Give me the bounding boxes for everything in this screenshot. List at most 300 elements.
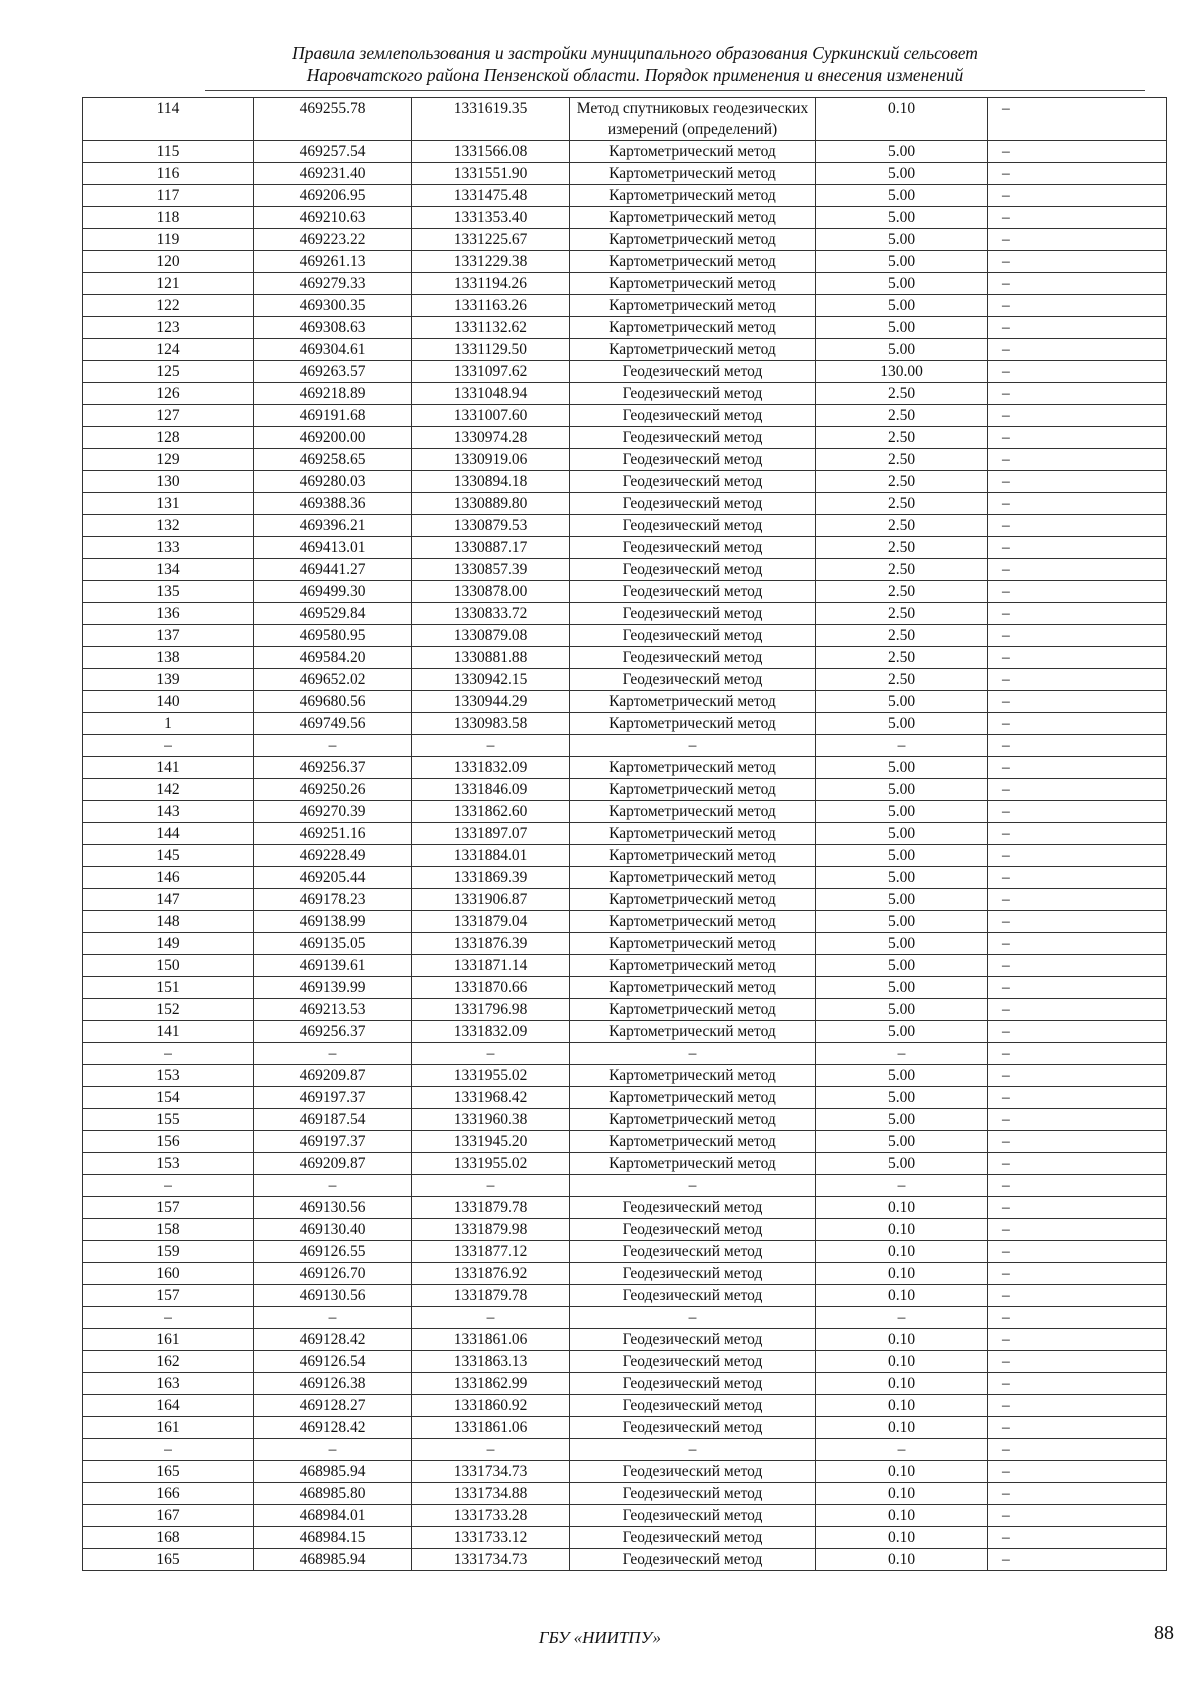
table-cell-col1: – [83, 1043, 254, 1065]
table-cell-col6: – [988, 1527, 1167, 1549]
table-row [83, 471, 1167, 493]
table-row [83, 251, 1167, 273]
header-divider [205, 90, 1145, 91]
table-cell-col3: 1330887.17 [412, 537, 570, 559]
table-cell-col6: – [988, 339, 1167, 361]
table-cell-col5: 5.00 [816, 867, 988, 889]
table-cell-col4: Геодезический метод [570, 361, 816, 383]
table-cell-col4: Геодезический метод [570, 1263, 816, 1285]
table-cell-col1: 119 [83, 229, 254, 251]
table-cell-col6: – [988, 581, 1167, 603]
table-cell-col4: Картометрический метод [570, 955, 816, 977]
table-cell-col4: Картометрический метод [570, 999, 816, 1021]
table-cell-col6: – [988, 1087, 1167, 1109]
table-cell-col3: 1331870.66 [412, 977, 570, 999]
table-cell-col5: 0.10 [816, 1483, 988, 1505]
table-cell-col3: 1331551.90 [412, 163, 570, 185]
table-row [83, 911, 1167, 933]
table-row [83, 1263, 1167, 1285]
table-cell-col4: Геодезический метод [570, 1549, 816, 1571]
table-cell-col5: 2.50 [816, 515, 988, 537]
table-cell-col6: – [988, 1131, 1167, 1153]
table-row [83, 933, 1167, 955]
table-cell-col5: 2.50 [816, 537, 988, 559]
table-cell-col5: 5.00 [816, 911, 988, 933]
table-cell-col6: – [988, 163, 1167, 185]
table-cell-col2: – [254, 735, 412, 757]
table-cell-col5: 0.10 [816, 1263, 988, 1285]
table-cell-col5: 2.50 [816, 603, 988, 625]
table-row [83, 889, 1167, 911]
table-cell-col6: – [988, 471, 1167, 493]
table-cell-col2: 469209.87 [254, 1153, 412, 1175]
table-cell-col6: – [988, 867, 1167, 889]
table-cell-col4: Картометрический метод [570, 1153, 816, 1175]
table-cell-col1: 117 [83, 185, 254, 207]
table-cell-col2: 469205.44 [254, 867, 412, 889]
table-cell-col4: Геодезический метод [570, 625, 816, 647]
table-cell-col2: 469210.63 [254, 207, 412, 229]
table-cell-col3: 1331132.62 [412, 317, 570, 339]
table-cell-col1: 116 [83, 163, 254, 185]
table-row [83, 867, 1167, 889]
table-cell-col1: 124 [83, 339, 254, 361]
table-cell-col6: – [988, 1197, 1167, 1219]
table-cell-col2: 469529.84 [254, 603, 412, 625]
table-cell-col1: 130 [83, 471, 254, 493]
table-cell-col3: 1330894.18 [412, 471, 570, 493]
table-cell-col1: 131 [83, 493, 254, 515]
table-cell-col1: 159 [83, 1241, 254, 1263]
table-cell-col3: 1331869.39 [412, 867, 570, 889]
table-cell-col6: – [988, 229, 1167, 251]
table-cell-col3: 1331877.12 [412, 1241, 570, 1263]
table-cell-col2: 469255.78 [254, 98, 412, 141]
table-row [83, 999, 1167, 1021]
table-cell-col1: 137 [83, 625, 254, 647]
table-cell-col2: 469680.56 [254, 691, 412, 713]
table-cell-col1: 123 [83, 317, 254, 339]
table-cell-col4: Геодезический метод [570, 537, 816, 559]
table-cell-col2: 469138.99 [254, 911, 412, 933]
table-cell-col2: 469261.13 [254, 251, 412, 273]
table-cell-col3: 1331884.01 [412, 845, 570, 867]
table-cell-col6: – [988, 933, 1167, 955]
table-cell-col4: Геодезический метод [570, 1527, 816, 1549]
table-cell-col3: 1331846.09 [412, 779, 570, 801]
table-cell-col4: Геодезический метод [570, 383, 816, 405]
table-cell-col4: Геодезический метод [570, 1417, 816, 1439]
table-body [83, 98, 1167, 1571]
table-cell-col6: – [988, 515, 1167, 537]
table-cell-col4: Картометрический метод [570, 229, 816, 251]
table-cell-col4: – [570, 1175, 816, 1197]
table-cell-col2: 469304.61 [254, 339, 412, 361]
table-cell-col5: 0.10 [816, 1505, 988, 1527]
table-cell-col3: 1331733.12 [412, 1527, 570, 1549]
table-cell-col1: 147 [83, 889, 254, 911]
table-cell-col3: 1330857.39 [412, 559, 570, 581]
table-cell-col1: 146 [83, 867, 254, 889]
table-cell-col5: 0.10 [816, 1329, 988, 1351]
table-cell-col1: 120 [83, 251, 254, 273]
table-cell-col4: Картометрический метод [570, 251, 816, 273]
table-cell-col5: 2.50 [816, 427, 988, 449]
table-cell-col5: 5.00 [816, 757, 988, 779]
table-cell-col4: – [570, 1307, 816, 1329]
table-cell-col6: – [988, 251, 1167, 273]
table-cell-col4: Геодезический метод [570, 1197, 816, 1219]
table-cell-col3: 1331863.13 [412, 1351, 570, 1373]
table-cell-col6: – [988, 1439, 1167, 1461]
table-row [83, 647, 1167, 669]
table-cell-col6: – [988, 999, 1167, 1021]
table-cell-col2: 469413.01 [254, 537, 412, 559]
table-cell-col1: 158 [83, 1219, 254, 1241]
table-row [83, 1373, 1167, 1395]
table-cell-col5: 2.50 [816, 581, 988, 603]
table-cell-col5: 0.10 [816, 1417, 988, 1439]
table-cell-col2: 469218.89 [254, 383, 412, 405]
table-cell-col1: 145 [83, 845, 254, 867]
table-row [83, 515, 1167, 537]
table-cell-col1: 141 [83, 757, 254, 779]
table-cell-col5: 2.50 [816, 383, 988, 405]
table-cell-col6: – [988, 1021, 1167, 1043]
table-cell-col4: Картометрический метод [570, 823, 816, 845]
table-cell-col6: – [988, 98, 1167, 141]
table-row [83, 229, 1167, 251]
table-cell-col5: 2.50 [816, 471, 988, 493]
table-cell-col1: 1 [83, 713, 254, 735]
table-cell-col6: – [988, 141, 1167, 163]
table-cell-col6: – [988, 801, 1167, 823]
table-cell-col4: Метод спутниковых геодезических измерений (определений) [570, 98, 816, 141]
page-header [205, 42, 1065, 86]
table-row [83, 1483, 1167, 1505]
table-cell-col2: 468985.80 [254, 1483, 412, 1505]
table-cell-col6: – [988, 317, 1167, 339]
table-cell-col6: – [988, 889, 1167, 911]
table-cell-col3: 1331566.08 [412, 141, 570, 163]
table-cell-col2: 469128.42 [254, 1417, 412, 1439]
table-cell-col6: – [988, 295, 1167, 317]
table-cell-col5: 5.00 [816, 1109, 988, 1131]
table-cell-col1: 135 [83, 581, 254, 603]
table-cell-col5: 5.00 [816, 691, 988, 713]
table-cell-col3: 1331832.09 [412, 1021, 570, 1043]
table-cell-col4: Геодезический метод [570, 1373, 816, 1395]
table-cell-col1: 139 [83, 669, 254, 691]
table-cell-col2: 469584.20 [254, 647, 412, 669]
table-cell-col4: Геодезический метод [570, 603, 816, 625]
table-row [83, 98, 1167, 141]
table-cell-col1: 150 [83, 955, 254, 977]
table-cell-col2: 469580.95 [254, 625, 412, 647]
table-cell-col5: 5.00 [816, 999, 988, 1021]
table-cell-col6: – [988, 185, 1167, 207]
table-row [83, 1417, 1167, 1439]
table-cell-col4: Геодезический метод [570, 1483, 816, 1505]
table-cell-col1: 157 [83, 1197, 254, 1219]
table-cell-col1: 153 [83, 1065, 254, 1087]
table-cell-col5: 5.00 [816, 823, 988, 845]
table-cell-col4: – [570, 1439, 816, 1461]
table-cell-col3: 1331097.62 [412, 361, 570, 383]
table-cell-col3: 1331619.35 [412, 98, 570, 141]
table-cell-col3: 1331861.06 [412, 1329, 570, 1351]
table-cell-col1: 168 [83, 1527, 254, 1549]
table-cell-col3: – [412, 735, 570, 757]
table-row [83, 1197, 1167, 1219]
table-cell-col1: 160 [83, 1263, 254, 1285]
table-cell-col5: 5.00 [816, 317, 988, 339]
table-cell-col5: 0.10 [816, 1395, 988, 1417]
table-cell-col1: 114 [83, 98, 254, 141]
table-cell-col1: 144 [83, 823, 254, 845]
table-cell-col6: – [988, 1307, 1167, 1329]
table-row [83, 1043, 1167, 1065]
table-cell-col2: 469250.26 [254, 779, 412, 801]
table-cell-col4: Геодезический метод [570, 647, 816, 669]
table-cell-col1: 138 [83, 647, 254, 669]
table-cell-col3: 1330878.00 [412, 581, 570, 603]
table-cell-col3: 1331955.02 [412, 1065, 570, 1087]
table-cell-col1: 122 [83, 295, 254, 317]
table-cell-col3: 1330833.72 [412, 603, 570, 625]
table-cell-col3: 1331225.67 [412, 229, 570, 251]
table-row [83, 603, 1167, 625]
table-cell-col5: – [816, 1175, 988, 1197]
table-cell-col4: Картометрический метод [570, 933, 816, 955]
table-cell-col6: – [988, 647, 1167, 669]
table-cell-col6: – [988, 559, 1167, 581]
table-cell-col4: Геодезический метод [570, 471, 816, 493]
table-cell-col6: – [988, 625, 1167, 647]
table-row [83, 1021, 1167, 1043]
table-cell-col5: 5.00 [816, 889, 988, 911]
table-cell-col3: 1330881.88 [412, 647, 570, 669]
table-cell-col6: – [988, 1395, 1167, 1417]
table-cell-col3: – [412, 1043, 570, 1065]
table-cell-col2: 469257.54 [254, 141, 412, 163]
table-cell-col3: – [412, 1175, 570, 1197]
table-cell-col3: 1331860.92 [412, 1395, 570, 1417]
table-row [83, 1131, 1167, 1153]
table-row [83, 427, 1167, 449]
table-cell-col2: – [254, 1307, 412, 1329]
table-cell-col5: 5.00 [816, 977, 988, 999]
table-cell-col2: 469228.49 [254, 845, 412, 867]
table-cell-col3: 1331194.26 [412, 273, 570, 295]
table-cell-col3: 1331960.38 [412, 1109, 570, 1131]
table-cell-col2: 468984.01 [254, 1505, 412, 1527]
table-cell-col2: 469130.56 [254, 1197, 412, 1219]
table-cell-col5: 5.00 [816, 933, 988, 955]
table-cell-col4: Геодезический метод [570, 1329, 816, 1351]
table-cell-col6: – [988, 273, 1167, 295]
table-cell-col6: – [988, 955, 1167, 977]
table-cell-col2: 469213.53 [254, 999, 412, 1021]
table-cell-col2: 469130.56 [254, 1285, 412, 1307]
table-cell-col2: 469126.38 [254, 1373, 412, 1395]
table-cell-col3: 1331163.26 [412, 295, 570, 317]
table-cell-col4: Картометрический метод [570, 977, 816, 999]
table-cell-col6: – [988, 669, 1167, 691]
table-cell-col2: 469139.61 [254, 955, 412, 977]
table-row [83, 1307, 1167, 1329]
table-row [83, 1087, 1167, 1109]
table-cell-col3: – [412, 1307, 570, 1329]
table-cell-col5: 5.00 [816, 207, 988, 229]
table-cell-col1: 149 [83, 933, 254, 955]
table-row [83, 1109, 1167, 1131]
table-cell-col6: – [988, 1175, 1167, 1197]
table-cell-col4: Геодезический метод [570, 1241, 816, 1263]
table-row [83, 581, 1167, 603]
table-cell-col6: – [988, 1549, 1167, 1571]
table-cell-col3: 1331879.78 [412, 1197, 570, 1219]
table-cell-col1: 152 [83, 999, 254, 1021]
table-cell-col4: Картометрический метод [570, 317, 816, 339]
coordinates-table [82, 97, 1167, 1571]
table-cell-col4: Геодезический метод [570, 669, 816, 691]
table-cell-col1: – [83, 1439, 254, 1461]
table-cell-col1: – [83, 1307, 254, 1329]
table-cell-col4: Картометрический метод [570, 1087, 816, 1109]
table-cell-col5: 0.10 [816, 1549, 988, 1571]
table-row [83, 1241, 1167, 1263]
table-cell-col3: 1331796.98 [412, 999, 570, 1021]
table-row [83, 977, 1167, 999]
table-row [83, 361, 1167, 383]
table-cell-col5: 0.10 [816, 1461, 988, 1483]
table-cell-col1: 165 [83, 1461, 254, 1483]
table-cell-col4: Картометрический метод [570, 757, 816, 779]
table-row [83, 405, 1167, 427]
footer-org: ГБУ «НИИТПУ» [538, 1628, 662, 1647]
table-row [83, 207, 1167, 229]
table-cell-col4: Геодезический метод [570, 493, 816, 515]
table-cell-col4: Картометрический метод [570, 779, 816, 801]
table-cell-col1: 133 [83, 537, 254, 559]
table-cell-col5: 5.00 [816, 1065, 988, 1087]
table-cell-col2: 469206.95 [254, 185, 412, 207]
table-cell-col5: 2.50 [816, 405, 988, 427]
table-cell-col3: 1331955.02 [412, 1153, 570, 1175]
table-cell-col3: 1331353.40 [412, 207, 570, 229]
table-cell-col6: – [988, 603, 1167, 625]
table-row [83, 1329, 1167, 1351]
table-cell-col5: 130.00 [816, 361, 988, 383]
table-row [83, 845, 1167, 867]
table-cell-col2: 469441.27 [254, 559, 412, 581]
table-cell-col6: – [988, 713, 1167, 735]
table-cell-col5: 5.00 [816, 845, 988, 867]
table-cell-col4: Геодезический метод [570, 1395, 816, 1417]
table-cell-col6: – [988, 911, 1167, 933]
table-row [83, 1065, 1167, 1087]
table-cell-col6: – [988, 1329, 1167, 1351]
table-cell-col4: Геодезический метод [570, 449, 816, 471]
table-cell-col1: 161 [83, 1417, 254, 1439]
table-cell-col4: – [570, 735, 816, 757]
table-cell-col1: 126 [83, 383, 254, 405]
table-cell-col2: 469209.87 [254, 1065, 412, 1087]
table-row [83, 669, 1167, 691]
table-cell-col2: 468984.15 [254, 1527, 412, 1549]
table-row [83, 691, 1167, 713]
table-cell-col5: 0.10 [816, 1285, 988, 1307]
table-cell-col2: 469128.27 [254, 1395, 412, 1417]
table-cell-col3: 1331862.60 [412, 801, 570, 823]
table-cell-col2: 469126.70 [254, 1263, 412, 1285]
table-cell-col5: 5.00 [816, 955, 988, 977]
table-cell-col4: Картометрический метод [570, 207, 816, 229]
table-cell-col1: 165 [83, 1549, 254, 1571]
table-cell-col3: 1331897.07 [412, 823, 570, 845]
table-cell-col3: 1331862.99 [412, 1373, 570, 1395]
table-cell-col3: 1331876.92 [412, 1263, 570, 1285]
table-cell-col2: 469126.54 [254, 1351, 412, 1373]
table-row [83, 955, 1167, 977]
table-cell-col1: 127 [83, 405, 254, 427]
table-cell-col5: 5.00 [816, 163, 988, 185]
table-cell-col2: 468985.94 [254, 1549, 412, 1571]
table-row [83, 735, 1167, 757]
table-cell-col3: 1331734.73 [412, 1461, 570, 1483]
table-cell-col6: – [988, 1065, 1167, 1087]
table-cell-col3: 1331048.94 [412, 383, 570, 405]
table-cell-col5: 5.00 [816, 185, 988, 207]
table-cell-col4: Картометрический метод [570, 889, 816, 911]
table-cell-col4: Картометрический метод [570, 1109, 816, 1131]
table-row [83, 493, 1167, 515]
table-cell-col6: – [988, 1505, 1167, 1527]
table-cell-col3: 1330944.29 [412, 691, 570, 713]
table-cell-col5: 5.00 [816, 1131, 988, 1153]
table-cell-col5: 2.50 [816, 449, 988, 471]
table-cell-col6: – [988, 735, 1167, 757]
table-cell-col1: 115 [83, 141, 254, 163]
table-row [83, 1219, 1167, 1241]
table-cell-col5: 2.50 [816, 669, 988, 691]
table-cell-col2: 469139.99 [254, 977, 412, 999]
table-cell-col4: Геодезический метод [570, 559, 816, 581]
table-row [83, 1351, 1167, 1373]
table-cell-col3: 1330942.15 [412, 669, 570, 691]
table-cell-col2: 469499.30 [254, 581, 412, 603]
table-row [83, 1439, 1167, 1461]
table-cell-col4: Геодезический метод [570, 405, 816, 427]
table-cell-col5: 0.10 [816, 1197, 988, 1219]
table-cell-col4: Картометрический метод [570, 185, 816, 207]
table-cell-col4: Геодезический метод [570, 581, 816, 603]
table-cell-col4: Картометрический метод [570, 141, 816, 163]
table-cell-col4: Геодезический метод [570, 1351, 816, 1373]
table-cell-col1: 155 [83, 1109, 254, 1131]
table-row [83, 273, 1167, 295]
table-cell-col3: 1331879.78 [412, 1285, 570, 1307]
table-cell-col5: 0.10 [816, 1373, 988, 1395]
table-cell-col4: – [570, 1043, 816, 1065]
table-cell-col4: Картометрический метод [570, 1131, 816, 1153]
table-cell-col1: 142 [83, 779, 254, 801]
table-cell-col1: 157 [83, 1285, 254, 1307]
table-cell-col5: 0.10 [816, 1527, 988, 1549]
table-row [83, 757, 1167, 779]
header-line-2: Наровчатского района Пензенской области. Порядок применения и внесения изменений [306, 65, 964, 85]
